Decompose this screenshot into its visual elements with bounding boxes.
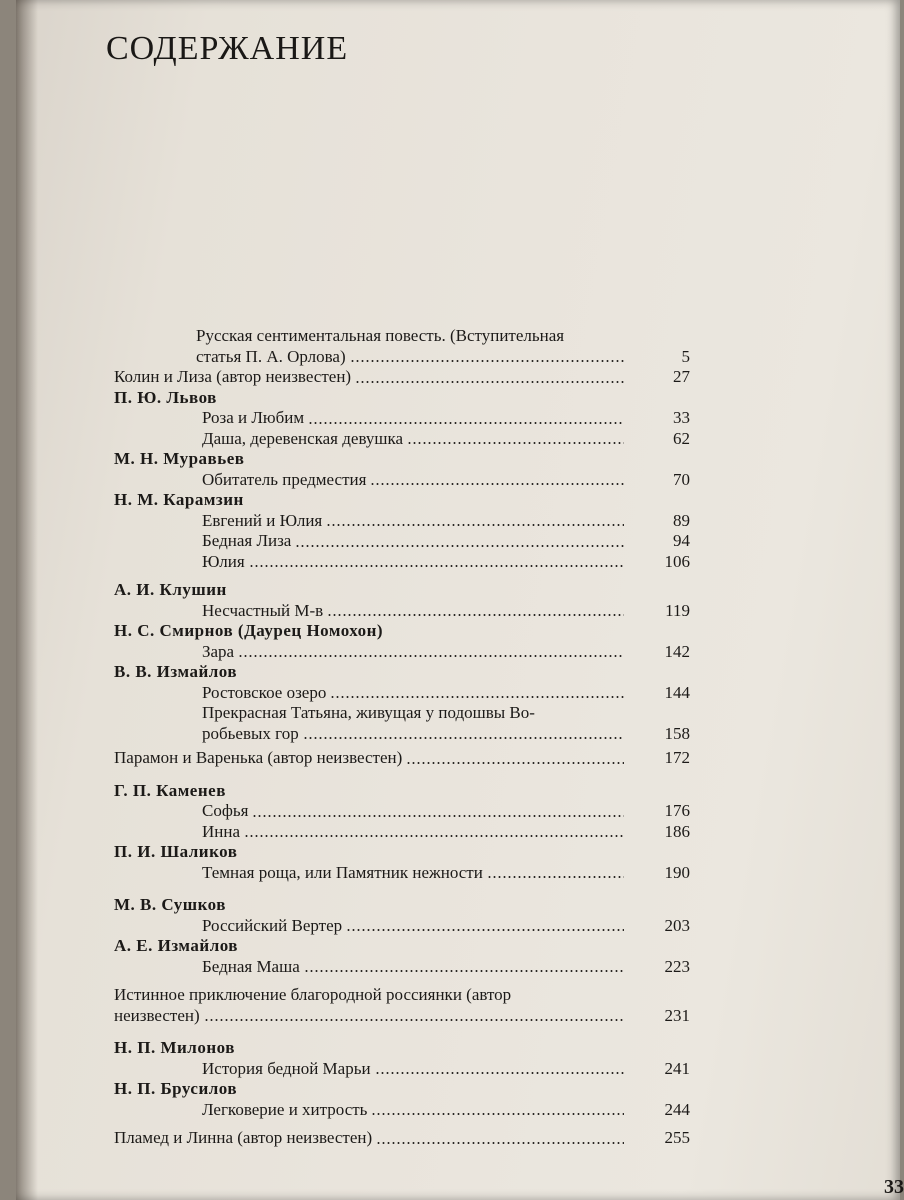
dot-leader <box>303 736 624 740</box>
toc-author: П. И. Шаликов <box>114 842 238 861</box>
page-number: 186 <box>664 821 690 841</box>
dot-leader <box>295 544 624 548</box>
page-number: 33 <box>673 408 690 427</box>
page-number: 5 <box>681 346 690 366</box>
toc-entry-line1: Прекрасная Татьяна, живущая у подошвы Во- <box>202 703 535 722</box>
toc-author: Н. С. Смирнов (Даурец Номохон) <box>114 621 384 640</box>
page-number: 190 <box>664 862 690 882</box>
toc-entry: Инна 186 <box>202 821 690 841</box>
toc-entry: Пламед и Линна (автор неизвестен) 255 <box>114 1128 690 1147</box>
dot-leader <box>252 814 624 818</box>
toc-author: А. Е. Измайлов <box>114 936 238 955</box>
toc-entry-line2: робьевых гор 158 <box>202 723 690 743</box>
toc-entry: Бедная Лиза 94 <box>202 531 690 550</box>
book-page <box>16 0 900 1200</box>
toc-author: А. И. Клушин <box>114 580 227 599</box>
dot-leader <box>327 613 624 617</box>
toc-entry: Темная роща, или Памятник нежности 190 <box>202 862 690 882</box>
dot-leader <box>238 654 624 658</box>
toc-entry: Роза и Любим 33 <box>202 408 690 427</box>
toc-entry-line1: Истинное приключение благородной россиянки (автор <box>114 985 512 1004</box>
page-number: 231 <box>664 1005 690 1025</box>
page-number: 255 <box>664 1128 690 1147</box>
toc-intro-line2: статья П. А. Орлова) 5 <box>196 346 690 366</box>
table-of-contents <box>114 326 690 1149</box>
dot-leader <box>330 695 624 699</box>
toc-entry: Даша, деревенская девушка 62 <box>202 428 690 448</box>
toc-entry: Софья 176 <box>202 801 690 820</box>
dot-leader <box>308 421 624 425</box>
toc-entry: Легковерие и хитрость 244 <box>202 1099 690 1119</box>
dot-leader <box>244 834 624 838</box>
page-number: 142 <box>664 641 690 661</box>
toc-entry: Евгений и Юлия 89 <box>202 510 690 530</box>
toc-entry: Российский Вертер 203 <box>202 915 690 935</box>
dot-leader <box>371 1112 624 1116</box>
toc-author: Г. П. Каменев <box>114 780 226 800</box>
toc-entry: Ростовское озеро 144 <box>202 682 690 702</box>
page-number: 244 <box>664 1099 690 1119</box>
toc-entry-line2: неизвестен) 231 <box>114 1005 690 1025</box>
dot-leader <box>355 380 624 384</box>
page-number: 106 <box>664 551 690 571</box>
page-number: 70 <box>673 469 690 489</box>
page-number: 158 <box>664 723 690 743</box>
page-title: СОДЕРЖАНИЕ <box>106 30 349 67</box>
toc-entry: Юлия 106 <box>202 551 690 571</box>
page-number: 223 <box>664 956 690 976</box>
page-number: 176 <box>664 801 690 820</box>
toc-entry: Бедная Маша 223 <box>202 956 690 976</box>
dot-leader <box>204 1018 624 1022</box>
toc-entry: Парамон и Варенька (автор неизвестен) 172 <box>114 748 690 767</box>
dot-leader <box>249 564 624 568</box>
spine-shadow <box>16 0 38 1200</box>
page-number: 203 <box>664 915 690 935</box>
dot-leader <box>370 482 624 486</box>
page-number: 144 <box>664 682 690 702</box>
toc-author: Н. П. Милонов <box>114 1038 235 1057</box>
page-number: 62 <box>673 428 690 448</box>
toc-author: Н. М. Карамзин <box>114 490 244 509</box>
dot-leader <box>346 928 624 932</box>
page-number: 94 <box>673 531 690 550</box>
dot-leader <box>406 761 624 765</box>
toc-intro-line1: Русская сентиментальная повесть. (Вступительная <box>196 326 565 345</box>
page-number: 89 <box>673 510 690 530</box>
page-number: 241 <box>664 1058 690 1078</box>
page-number: 119 <box>665 600 690 620</box>
page-number: 27 <box>673 367 690 386</box>
toc-entry: Зара 142 <box>202 641 690 661</box>
toc-entry: Несчастный М-в 119 <box>202 600 690 620</box>
cropped-page-number: 33 <box>884 1176 904 1198</box>
toc-author: В. В. Измайлов <box>114 662 238 681</box>
dot-leader <box>407 441 624 445</box>
dot-leader <box>304 969 624 973</box>
toc-entry: История бедной Марьи 241 <box>202 1058 690 1078</box>
dot-leader <box>375 1071 624 1075</box>
page-number: 172 <box>664 748 690 767</box>
toc-author: П. Ю. Львов <box>114 387 217 407</box>
toc-author: М. Н. Муравьев <box>114 449 245 468</box>
toc-author: М. В. Сушков <box>114 895 226 914</box>
toc-entry: Обитатель предместия 70 <box>202 469 690 489</box>
dot-leader <box>350 359 624 363</box>
toc-author: Н. П. Брусилов <box>114 1079 238 1098</box>
dot-leader <box>376 1141 624 1145</box>
dot-leader <box>326 523 624 527</box>
dot-leader <box>487 875 624 879</box>
toc-entry: Колин и Лиза (автор неизвестен) 27 <box>114 367 690 386</box>
